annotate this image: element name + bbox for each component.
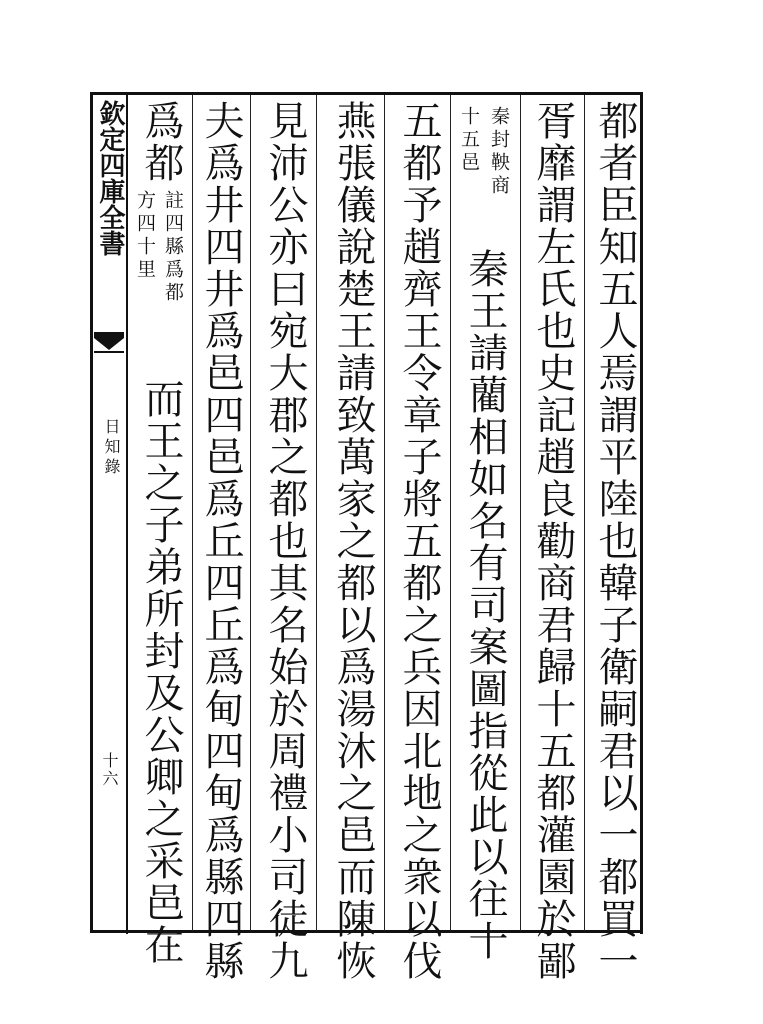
text-column-6: 見沛公亦曰宛大郡之都也其名始於周禮小司徒九 <box>262 100 308 982</box>
book-series-title: 欽定四庫全書 <box>95 100 125 256</box>
column-rule <box>384 95 385 931</box>
annotation-column-3-left: 十五邑 <box>458 106 480 175</box>
book-name: 日知錄 <box>102 418 121 478</box>
column-rule <box>250 95 251 931</box>
column-rule <box>192 95 193 931</box>
column-rule <box>450 95 451 931</box>
text-column-3: 秦王請藺相如名有司案圖指從此以往十 <box>462 248 508 962</box>
annotation-column-8-left: 方四十里 <box>134 190 156 282</box>
text-column-8: 而王之子弟所封及公卿之采邑在 <box>138 378 184 966</box>
column-rule <box>584 95 585 931</box>
frame-top-border <box>90 92 643 95</box>
text-column-2: 胥靡謂左氏也史記趙良勸商君歸十五都灌園於鄙 <box>530 100 576 982</box>
column-rule <box>316 95 317 931</box>
frame-right-border <box>640 92 643 934</box>
page-number: 十六 <box>100 752 119 788</box>
text-column-4: 五都予趙齊王令章子將五都之兵因北地之衆以伐 <box>396 100 442 982</box>
frame-left-border <box>90 92 93 933</box>
text-column-7: 夫爲井四井爲邑四邑爲丘四丘爲甸四甸爲縣四縣 <box>198 100 244 982</box>
column-rule <box>520 95 521 931</box>
fishtail-mark-icon <box>92 330 126 354</box>
text-column-5: 燕張儀說楚王請致萬家之都以爲湯沐之邑而陳恢 <box>330 100 376 982</box>
margin-column-border <box>126 92 128 934</box>
text-column-8-head: 爲都 <box>138 100 184 184</box>
text-column-1: 都者臣知五人焉謂平陸也韓子衛嗣君以一都買一 <box>592 100 638 982</box>
annotation-column-3-right: 秦封鞅商 <box>488 106 510 198</box>
annotation-column-8-right: 註四縣爲都 <box>162 190 184 305</box>
